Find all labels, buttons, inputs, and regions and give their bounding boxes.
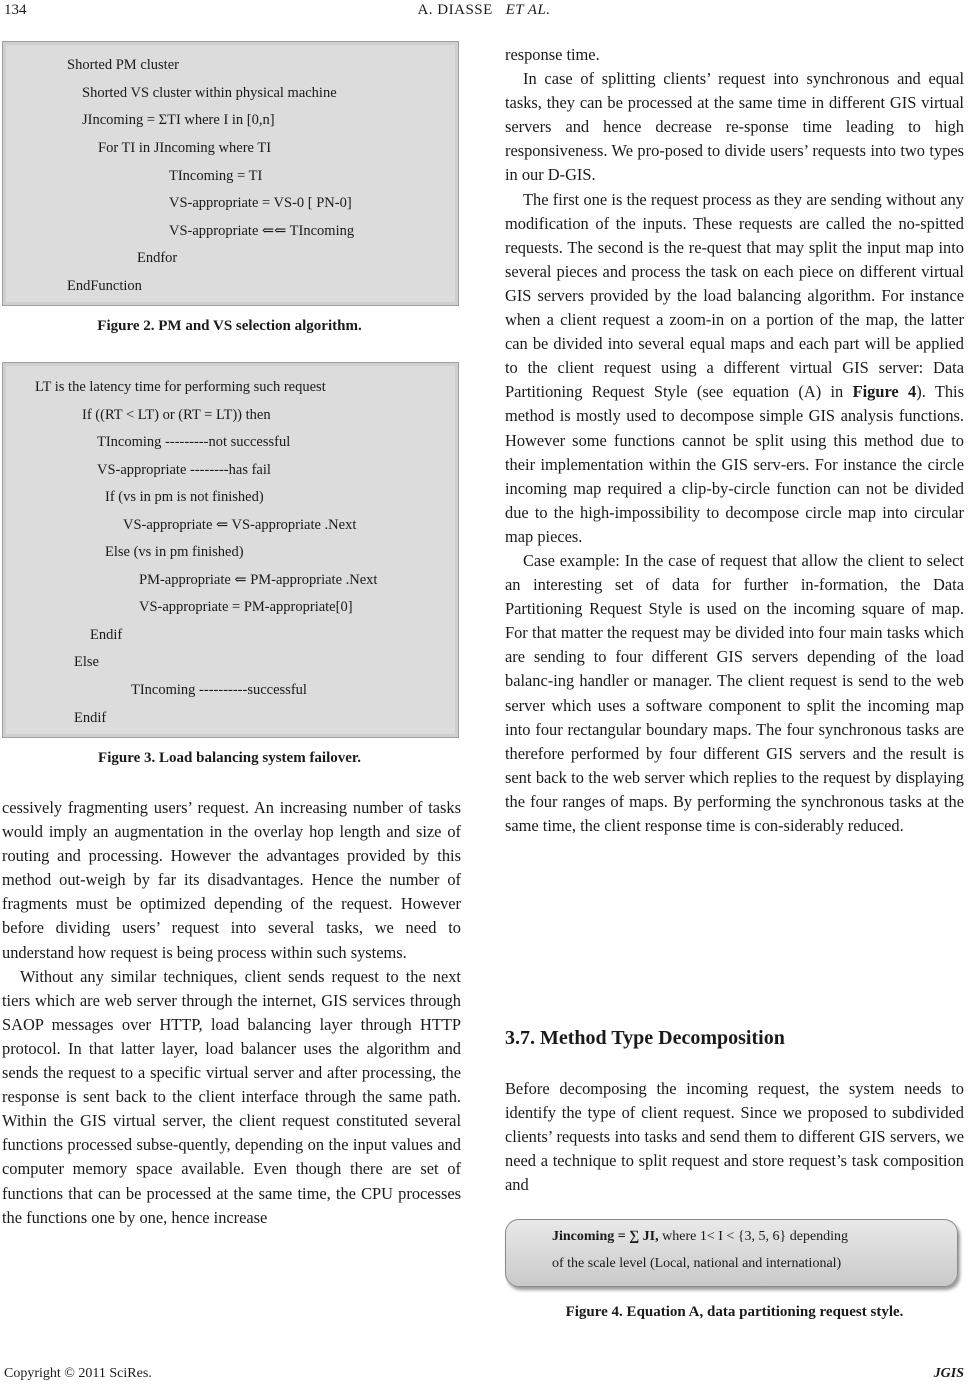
figure-2-algorithm-box: [2, 41, 459, 306]
right-paragraph-4: Before decomposing the incoming request, the system needs to identify the type of client request. Since we proposed to subdivided clients’ requests into tasks and send them to different GIS servers, we need a technique to split request and store request’s task composition and: [505, 1079, 964, 1195]
algo-line: Else (vs in pm finished): [105, 544, 244, 560]
right-paragraph-0: response time.: [505, 45, 600, 64]
footer-copyright: Copyright © 2011 SciRes.: [4, 1366, 152, 1381]
algo-line: JIncoming = ΣTI where I in [0,n]: [82, 112, 275, 128]
algo-line: VS-appropriate = PM-appropriate[0]: [139, 599, 353, 615]
right-paragraph-1: In case of splitting clients’ request into synchronous and equal tasks, they can be processed at the same time in different GIS virtual servers and hence decrease re-sponse time leading to high responsiveness. We pro-posed to divide users’ requests into two types in our D-GIS.: [505, 69, 964, 185]
equation-condition: where 1< I < {3, 5, 6} depending: [658, 1229, 849, 1244]
algo-line: LT is the latency time for performing such request: [35, 379, 326, 395]
running-header: [0, 2, 968, 19]
figure-4-caption: Figure 4. Equation A, data partitioning request style.: [565, 1304, 904, 1320]
algo-line: Endif: [74, 710, 107, 726]
algo-line: VS-appropriate --------has fail: [97, 462, 271, 478]
paragraph-text: ). This method is mostly used to decompose simple GIS analysis functions. However some functions cannot be split using this method due to their implementation within the GIS serv-ers. For instance the circle incoming map required a clip-by-circle function can not be divided due to the high-impossibility to decompose circle map into circular map pieces.: [505, 382, 964, 546]
algo-line: Shorted PM cluster: [67, 57, 179, 73]
algo-line: VS-appropriate ⇐⇐ TIncoming: [169, 223, 355, 239]
algo-line: EndFunction: [67, 278, 142, 294]
algo-line: Endif: [90, 627, 123, 643]
equation-line-2: of the scale level (Local, national and international): [552, 1256, 842, 1271]
section-heading: 3.7. Method Type Decomposition: [505, 1027, 785, 1049]
algo-line: Else: [74, 654, 99, 670]
page-number: 134: [4, 2, 27, 18]
figure-4-reference[interactable]: Figure 4: [852, 382, 917, 402]
paragraph-text: The first one is the request process as they are sending without any modification of the inputs. These requests are called the no-spitted requests. The second is the re-quest that may split the input map into several pieces and process the task on each piece on different virtual GIS servers provided by the load balancing algorithm. For instance when a client request a zoom-in on a portion of the map, the latter can be divided into several equal maps and each part will be applied to the client request using a different virtual GIS server: Data Partitioning Request Style (see equation (A) in: [505, 189, 964, 402]
algo-line: TIncoming = TI: [169, 168, 263, 184]
algo-line: Endfor: [137, 250, 178, 266]
algo-line: If (vs in pm is not finished): [105, 489, 264, 505]
algo-line: TIncoming ----------successful: [131, 682, 307, 698]
algo-line: Shorted VS cluster within physical machine: [82, 85, 337, 101]
left-paragraph-1: cessively fragmenting users’ request. An increasing number of tasks would imply an augmentation in the overlay hop length and size of routing and processing. However the advantages provided by this method out-weigh by far its disadvantages. Hence the number of fragments must be optimized depending of the request. However before dividing users’ request into several tasks, we need to understand how request is being process within such systems.: [2, 798, 461, 962]
figure-3-algorithm-box: [2, 362, 459, 738]
algo-line: VS-appropriate ⇐ VS-appropriate .Next: [123, 517, 357, 533]
algo-line: VS-appropriate = VS-0 [ PN-0]: [169, 195, 352, 211]
right-paragraph-2: [505, 188, 964, 549]
figure-4-equation-box: [505, 1219, 958, 1287]
footer-journal: JGIS: [933, 1366, 964, 1381]
left-paragraph-2: Without any similar techniques, client sends request to the next tiers which are web server through the internet, GIS services through SAOP messages over HTTP, load balancing layer through HTTP protocol. In that latter layer, load balancer uses the algorithm and sends the request to a specific virtual server and after processing, the response is sent back to the client interface through the same path. Within the GIS virtual server, the client request constituted several functions processed subse-quently, depending on the input values and computer memory space available. Even though there are set of functions that can be processed at the same time, the CPU processes the functions one by one, hence increase: [2, 966, 461, 1227]
right-column-text-2: [505, 1077, 964, 1197]
header-authors: A. DIASSE: [417, 2, 493, 18]
figure-2-caption: Figure 2. PM and VS selection algorithm.: [97, 318, 362, 334]
algo-line: TIncoming ---------not successful: [97, 434, 291, 450]
right-column-text: [505, 43, 964, 838]
right-paragraph-3: Case example: In the case of request that allow the client to select an interesting set of data for further in-formation, the Data Partitioning Request Style is used on the incoming square of map. For that matter the request may be divided into four main tasks which are sending to four different GIS servers depending of the load balanc-ing handler or manager. The client request is send to the web server which uses a software component to split the incoming map into four rectangular boundary maps. The four synchronous tasks are therefore performed by four different GIS servers and the result is sent back to the web server which replies to the request by displaying the four ranges of maps. By performing the synchronous tasks at the same time, the client response time is con-siderably reduced.: [505, 550, 964, 835]
left-column-text: [2, 796, 461, 1230]
equation-line-1: [552, 1229, 848, 1245]
header-et-al: ET AL.: [505, 2, 551, 18]
equation-lhs: Jincoming = ∑ JI,: [552, 1229, 659, 1244]
algo-line: For TI in JIncoming where TI: [98, 140, 272, 156]
algo-line: If ((RT < LT) or (RT = LT)) then: [82, 407, 271, 423]
algo-line: PM-appropriate ⇐ PM-appropriate .Next: [139, 572, 378, 588]
figure-3-caption: Figure 3. Load balancing system failover.: [98, 750, 361, 766]
